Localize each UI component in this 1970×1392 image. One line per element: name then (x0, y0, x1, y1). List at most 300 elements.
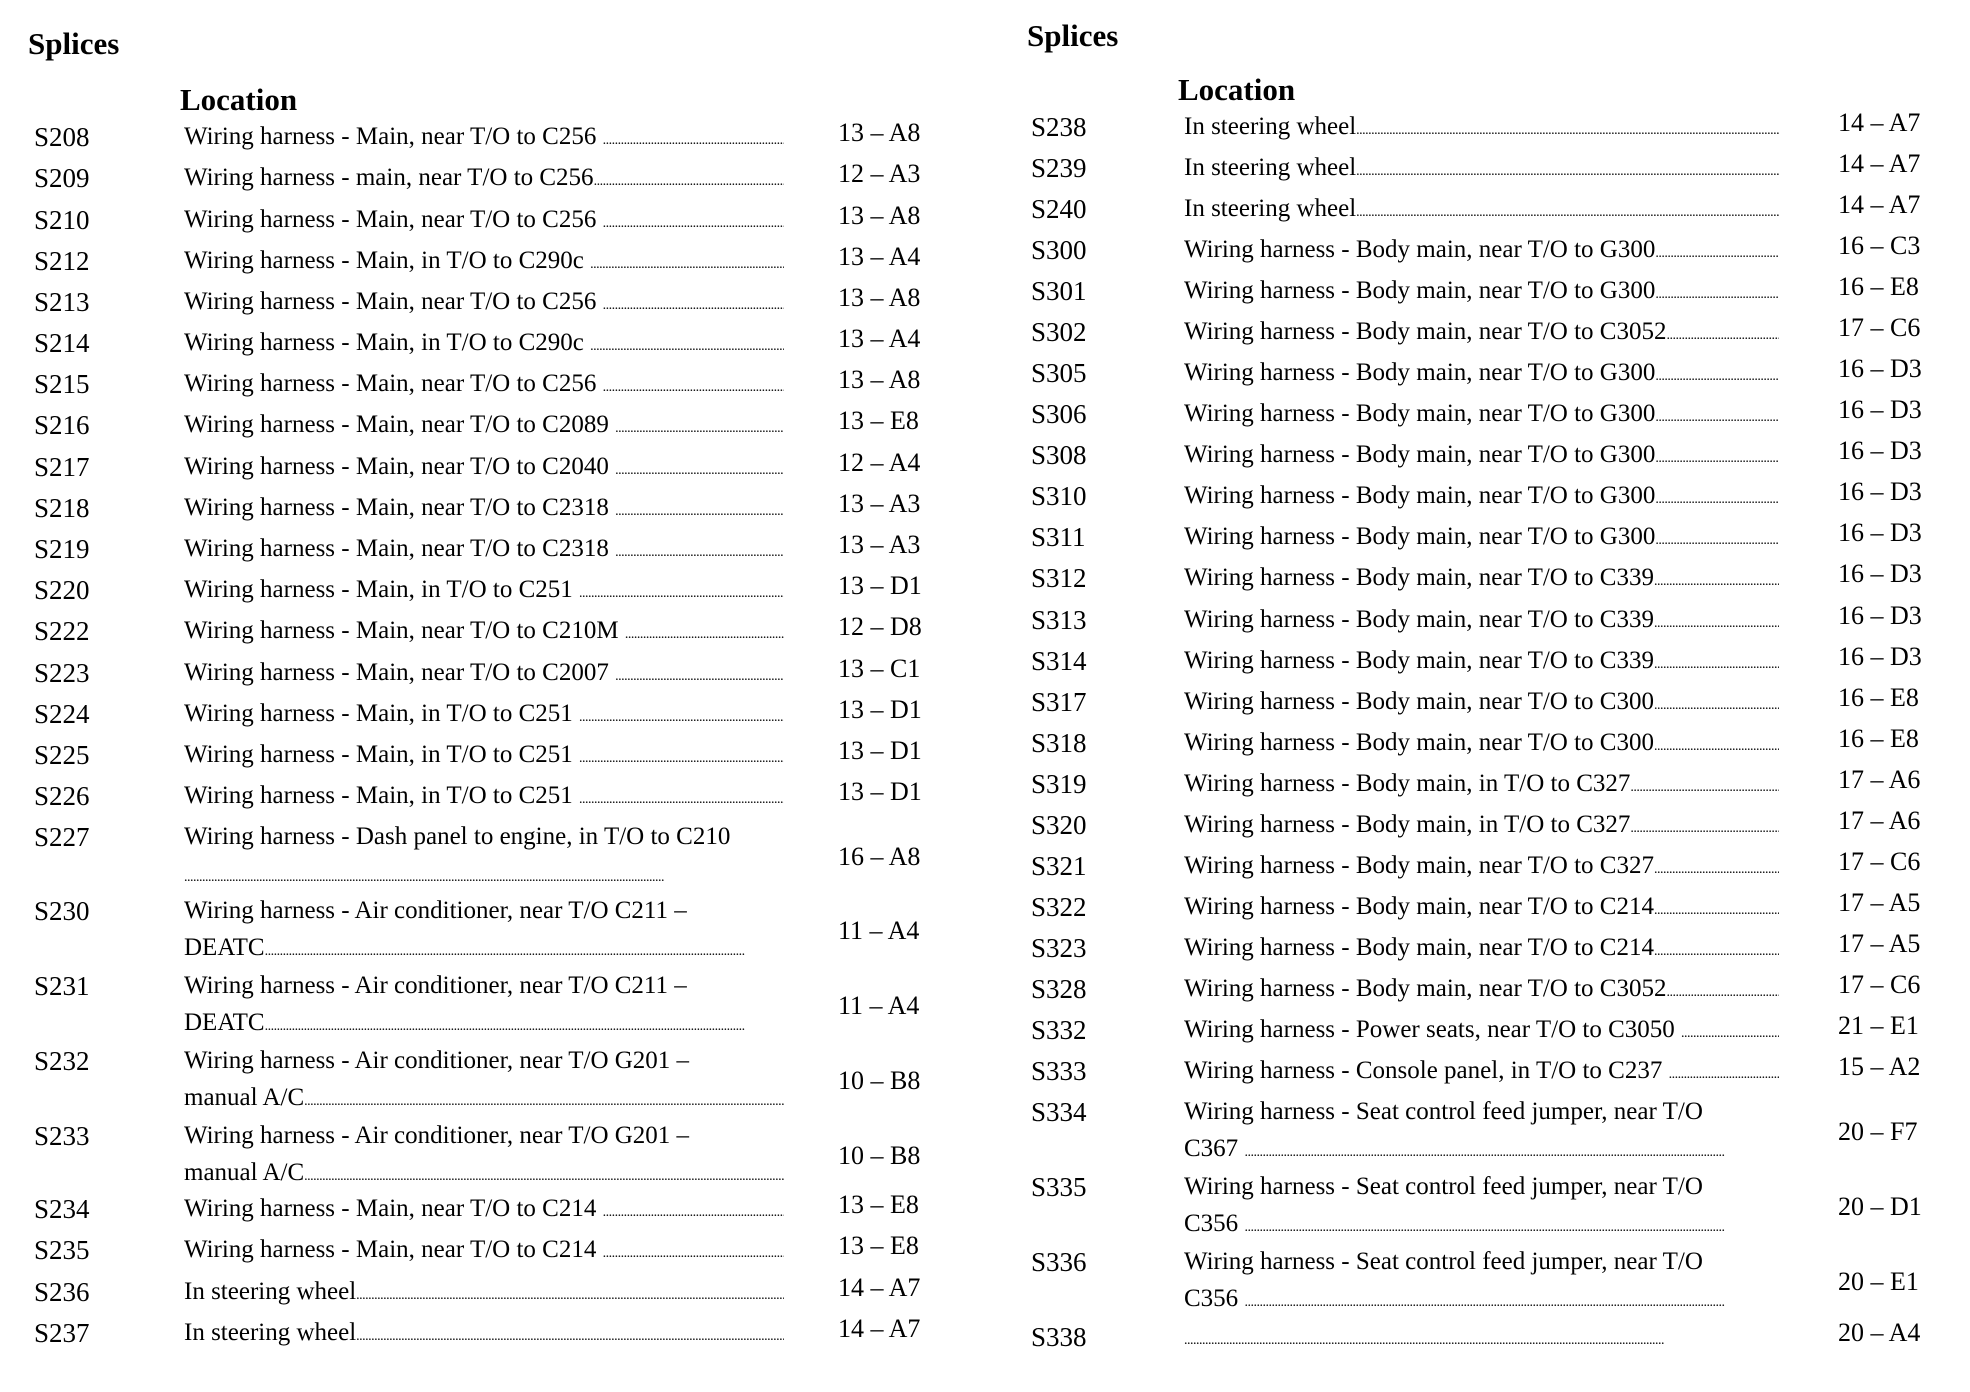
location-line (1184, 642, 1779, 679)
splice-location (1184, 231, 1779, 268)
splice-code: S319 (1031, 769, 1087, 799)
splice-code: S219 (34, 534, 90, 564)
location-text: Wiring harness - Seat control feed jumper, near T/O (1184, 1248, 1703, 1275)
location-text: Wiring harness - Main, near T/O to C2040 (184, 453, 616, 480)
dot-leader (1654, 642, 1779, 679)
location-text: Wiring harness - Main, in T/O to C251 (184, 700, 580, 727)
splice-code: S237 (34, 1318, 90, 1348)
location-line (1184, 806, 1779, 843)
dot-leader (1654, 724, 1779, 761)
location-text: Wiring harness - Power seats, near T/O to C3050 (1184, 1016, 1682, 1043)
location-text: Wiring harness - Main, near T/O to C256 (184, 370, 603, 397)
grid-reference: 15 – A2 (1838, 1052, 1921, 1081)
splice-location (1184, 1093, 1779, 1167)
location-text: Wiring harness - Air conditioner, near T/O G201 – (184, 1047, 690, 1074)
splice-code: S234 (34, 1194, 90, 1224)
splice-code: S225 (34, 740, 90, 770)
splice-location (1184, 1318, 1779, 1355)
location-text: Wiring harness - Body main, in T/O to C327 (1184, 770, 1631, 797)
grid-reference: 13 – A4 (838, 324, 921, 353)
splice-location (184, 695, 784, 732)
location-text: C356 (1184, 1285, 1245, 1312)
grid-reference: 16 – D3 (1838, 559, 1922, 588)
location-line (1184, 1205, 1779, 1242)
location-line (1184, 1280, 1779, 1317)
dot-leader (304, 1154, 784, 1191)
dot-leader (1630, 806, 1779, 843)
splice-code: S314 (1031, 646, 1087, 676)
location-line (1184, 1130, 1779, 1167)
location-heading: Location (1178, 72, 1296, 107)
splice-location (1184, 1243, 1779, 1317)
location-line (184, 571, 784, 608)
splice-code: S322 (1031, 892, 1087, 922)
grid-reference: 14 – A7 (1838, 108, 1921, 137)
location-text: Wiring harness - Body main, near T/O to G300 (1184, 523, 1656, 550)
splice-code: S240 (1031, 194, 1087, 224)
location-line (184, 201, 784, 238)
splice-location (184, 406, 784, 443)
splice-code: S328 (1031, 974, 1087, 1004)
splice-code: S338 (1031, 1322, 1087, 1352)
splice-location (1184, 806, 1779, 843)
dot-leader (1655, 477, 1779, 514)
dot-leader (1666, 970, 1779, 1007)
location-text: Wiring harness - Body main, in T/O to C327 (1184, 811, 1631, 838)
dot-leader (579, 695, 784, 732)
location-text: Wiring harness - Main, in T/O to C251 (184, 576, 580, 603)
location-line (184, 1117, 784, 1154)
location-line (184, 967, 784, 1004)
dot-leader (265, 929, 784, 966)
location-text: C367 (1184, 1135, 1245, 1162)
splice-location (1184, 724, 1779, 761)
location-line (1184, 724, 1779, 761)
grid-reference: 13 – A3 (838, 489, 921, 518)
splice-code: S210 (34, 205, 90, 235)
location-line (184, 612, 784, 649)
grid-reference: 20 – D1 (1838, 1192, 1922, 1221)
location-text: C356 (1184, 1210, 1245, 1237)
grid-reference: 13 – A4 (838, 242, 921, 271)
splice-location (184, 736, 784, 773)
location-text: Wiring harness - Body main, near T/O to C3052 (1184, 975, 1667, 1002)
splice-code: S300 (1031, 235, 1087, 265)
dot-leader (1655, 518, 1779, 555)
grid-reference: 17 – C6 (1838, 970, 1921, 999)
splice-code: S321 (1031, 851, 1087, 881)
dot-leader (615, 406, 784, 443)
location-text: Wiring harness - Main, in T/O to C290c (184, 247, 591, 274)
splice-code: S301 (1031, 276, 1087, 306)
location-line (1184, 929, 1779, 966)
location-line (184, 1004, 784, 1041)
splice-code: S212 (34, 246, 90, 276)
splice-code: S213 (34, 287, 90, 317)
location-line (184, 929, 784, 966)
dot-leader (1666, 313, 1779, 350)
splice-location (184, 1190, 784, 1227)
splice-location (1184, 108, 1779, 145)
location-text: In steering wheel (1184, 195, 1357, 222)
dot-leader (265, 1004, 784, 1041)
location-line (184, 777, 784, 814)
location-text: Wiring harness - Body main, near T/O to C300 (1184, 729, 1654, 756)
splice-location (1184, 765, 1779, 802)
grid-reference: 16 – D3 (1838, 518, 1922, 547)
dot-leader (1654, 601, 1779, 638)
dot-leader (590, 324, 784, 361)
splice-code: S320 (1031, 810, 1087, 840)
location-line (184, 892, 784, 929)
grid-reference: 13 – C1 (838, 654, 921, 683)
dot-leader (1630, 765, 1779, 802)
grid-reference: 13 – D1 (838, 777, 922, 806)
location-text: Wiring harness - Body main, near T/O to G300 (1184, 482, 1656, 509)
location-text: In steering wheel (1184, 113, 1357, 140)
location-line (184, 1042, 784, 1079)
location-text: Wiring harness - Main, in T/O to C251 (184, 782, 580, 809)
dot-leader (1356, 149, 1779, 186)
dot-leader (1655, 272, 1779, 309)
location-text: Wiring harness - Console panel, in T/O to C237 (1184, 1057, 1669, 1084)
splice-location (1184, 354, 1779, 391)
location-text: manual A/C (184, 1159, 305, 1186)
splice-code: S226 (34, 781, 90, 811)
splice-code: S215 (34, 369, 90, 399)
location-line (1184, 1052, 1779, 1089)
location-text: Wiring harness - Body main, near T/O to G300 (1184, 441, 1656, 468)
splice-code: S216 (34, 410, 90, 440)
splice-location (1184, 518, 1779, 555)
location-text: Wiring harness - Main, near T/O to C214 (184, 1236, 603, 1263)
grid-reference: 11 – A4 (838, 991, 920, 1020)
splice-code: S317 (1031, 687, 1087, 717)
section-title: Splices (28, 26, 120, 61)
location-line (1184, 190, 1779, 227)
grid-reference: 13 – D1 (838, 571, 922, 600)
location-line (1184, 888, 1779, 925)
grid-reference: 17 – A6 (1838, 765, 1921, 794)
grid-reference: 12 – A3 (838, 159, 921, 188)
splice-location (1184, 190, 1779, 227)
splice-location (1184, 1168, 1779, 1242)
splice-location (184, 967, 784, 1041)
location-text: Wiring harness - Seat control feed jumper, near T/O (1184, 1173, 1703, 1200)
location-line (1184, 149, 1779, 186)
location-text: Wiring harness - Main, near T/O to C2318 (184, 535, 616, 562)
splice-code: S318 (1031, 728, 1087, 758)
splice-location (184, 118, 784, 155)
grid-reference: 16 – E8 (1838, 724, 1919, 753)
location-line (184, 118, 784, 155)
dot-leader (1654, 888, 1779, 925)
splice-location (184, 448, 784, 485)
dot-leader (603, 1231, 784, 1268)
dot-leader (1655, 395, 1779, 432)
splice-location (184, 1273, 784, 1310)
grid-reference: 13 – A8 (838, 365, 921, 394)
grid-reference: 17 – A5 (1838, 929, 1921, 958)
splice-location (184, 654, 784, 691)
grid-reference: 16 – C3 (1838, 231, 1921, 260)
location-line (1184, 436, 1779, 473)
splice-code: S323 (1031, 933, 1087, 963)
location-text: Wiring harness - Body main, near T/O to C339 (1184, 647, 1654, 674)
grid-reference: 13 – A8 (838, 118, 921, 147)
splice-code: S310 (1031, 481, 1087, 511)
dot-leader (579, 571, 784, 608)
splice-code: S312 (1031, 563, 1087, 593)
splice-code: S222 (34, 616, 90, 646)
splice-location (184, 365, 784, 402)
splice-location (1184, 1052, 1779, 1089)
dot-leader (603, 1190, 784, 1227)
splice-code: S209 (34, 163, 90, 193)
dot-leader (603, 365, 784, 402)
location-line (184, 324, 784, 361)
splice-code: S332 (1031, 1015, 1087, 1045)
splice-code: S231 (34, 971, 90, 1001)
location-line (184, 159, 784, 196)
splice-code: S238 (1031, 112, 1087, 142)
splice-location (184, 1042, 784, 1116)
location-line (184, 1314, 784, 1351)
grid-reference: 13 – E8 (838, 406, 919, 435)
splice-code: S333 (1031, 1056, 1087, 1086)
grid-reference: 14 – A7 (838, 1314, 921, 1343)
dot-leader (1654, 559, 1779, 596)
location-line (184, 283, 784, 320)
dot-leader (304, 1079, 784, 1116)
splice-location (1184, 642, 1779, 679)
splice-location (184, 159, 784, 196)
dot-leader (579, 736, 784, 773)
location-text: Wiring harness - Body main, near T/O to G300 (1184, 277, 1656, 304)
splice-code: S236 (34, 1277, 90, 1307)
location-line (1184, 1168, 1779, 1205)
location-line (1184, 518, 1779, 555)
splice-code: S235 (34, 1235, 90, 1265)
location-line (1184, 477, 1779, 514)
location-line (1184, 395, 1779, 432)
location-text: DEATC (184, 934, 265, 961)
location-text: Wiring harness - Air conditioner, near T/O C211 – (184, 897, 687, 924)
grid-reference: 16 – D3 (1838, 601, 1922, 630)
splice-location (1184, 436, 1779, 473)
dot-leader (615, 654, 784, 691)
splice-location (184, 777, 784, 814)
splice-code: S335 (1031, 1172, 1087, 1202)
grid-reference: 13 – D1 (838, 695, 922, 724)
dot-leader (184, 855, 784, 892)
grid-reference: 16 – D3 (1838, 642, 1922, 671)
splice-code: S223 (34, 658, 90, 688)
grid-reference: 13 – E8 (838, 1231, 919, 1260)
splice-location (1184, 272, 1779, 309)
splice-location (1184, 395, 1779, 432)
dot-leader (615, 448, 784, 485)
splice-code: S208 (34, 122, 90, 152)
dot-leader (1655, 231, 1779, 268)
location-line (184, 489, 784, 526)
splice-location (184, 612, 784, 649)
location-text: Wiring harness - Body main, near T/O to C339 (1184, 564, 1654, 591)
location-text: DEATC (184, 1009, 265, 1036)
splice-code: S232 (34, 1046, 90, 1076)
splice-code: S224 (34, 699, 90, 729)
location-line (1184, 559, 1779, 596)
grid-reference: 20 – A4 (1838, 1318, 1921, 1347)
splice-code: S334 (1031, 1097, 1087, 1127)
location-line (1184, 1243, 1779, 1280)
grid-reference: 17 – C6 (1838, 847, 1921, 876)
location-line (184, 736, 784, 773)
splice-code: S227 (34, 822, 90, 852)
dot-leader (615, 489, 784, 526)
splice-location (184, 1231, 784, 1268)
location-text: Wiring harness - Main, near T/O to C256 (184, 288, 603, 315)
location-text: Wiring harness - main, near T/O to C256 (184, 164, 594, 191)
location-text: Wiring harness - Main, near T/O to C214 (184, 1195, 603, 1222)
splice-location (1184, 149, 1779, 186)
dot-leader (603, 118, 784, 155)
location-text: Wiring harness - Body main, near T/O to C214 (1184, 893, 1654, 920)
location-line (1184, 108, 1779, 145)
location-line (1184, 272, 1779, 309)
grid-reference: 16 – A8 (838, 842, 921, 871)
dot-leader (1244, 1280, 1779, 1317)
location-text: Wiring harness - Body main, near T/O to C327 (1184, 852, 1654, 879)
splice-location (1184, 1011, 1779, 1048)
dot-leader (590, 242, 784, 279)
grid-reference: 14 – A7 (838, 1273, 921, 1302)
location-line (184, 365, 784, 402)
grid-reference: 16 – E8 (1838, 272, 1919, 301)
location-line (184, 530, 784, 567)
location-text: Wiring harness - Body main, near T/O to C339 (1184, 606, 1654, 633)
location-line (184, 855, 784, 892)
location-line (1184, 1318, 1779, 1355)
location-text: Wiring harness - Body main, near T/O to C3052 (1184, 318, 1667, 345)
splice-location (184, 818, 784, 892)
location-line (184, 1079, 784, 1116)
section-title: Splices (1027, 18, 1119, 53)
grid-reference: 16 – D3 (1838, 395, 1922, 424)
location-text: Wiring harness - Main, near T/O to C210M (184, 617, 625, 644)
location-text: Wiring harness - Main, near T/O to C2007 (184, 659, 616, 686)
splice-code: S302 (1031, 317, 1087, 347)
dot-leader (594, 159, 784, 196)
location-text: Wiring harness - Body main, near T/O to C214 (1184, 934, 1654, 961)
grid-reference: 16 – D3 (1838, 354, 1922, 383)
splice-location (184, 530, 784, 567)
dot-leader (1244, 1130, 1779, 1167)
grid-reference: 16 – E8 (1838, 683, 1919, 712)
location-line (1184, 765, 1779, 802)
dot-leader (356, 1273, 784, 1310)
location-text: Wiring harness - Main, in T/O to C251 (184, 741, 580, 768)
splice-location (184, 1314, 784, 1351)
location-text: Wiring harness - Main, near T/O to C256 (184, 206, 603, 233)
dot-leader (1681, 1011, 1779, 1048)
location-text: Wiring harness - Main, in T/O to C290c (184, 329, 591, 356)
location-text: Wiring harness - Main, near T/O to C2089 (184, 411, 616, 438)
splice-code: S217 (34, 452, 90, 482)
splice-location (1184, 847, 1779, 884)
grid-reference: 20 – F7 (1838, 1117, 1918, 1146)
dot-leader (356, 1314, 784, 1351)
grid-reference: 12 – D8 (838, 612, 922, 641)
splice-code: S311 (1031, 522, 1086, 552)
location-text: In steering wheel (1184, 154, 1357, 181)
splice-location (184, 1117, 784, 1191)
splice-code: S336 (1031, 1247, 1087, 1277)
location-text: Wiring harness - Dash panel to engine, in T/O to C210 (184, 823, 731, 850)
splice-location (184, 571, 784, 608)
dot-leader (1654, 847, 1779, 884)
dot-leader (1654, 929, 1779, 966)
splice-location (184, 242, 784, 279)
location-line (184, 242, 784, 279)
location-line (1184, 970, 1779, 1007)
dot-leader (615, 530, 784, 567)
grid-reference: 21 – E1 (1838, 1011, 1919, 1040)
splice-location (184, 489, 784, 526)
dot-leader (579, 777, 784, 814)
grid-reference: 13 – A3 (838, 530, 921, 559)
location-line (184, 695, 784, 732)
grid-reference: 13 – A8 (838, 283, 921, 312)
splice-location (1184, 559, 1779, 596)
location-line (184, 1154, 784, 1191)
location-line (1184, 847, 1779, 884)
location-line (1184, 354, 1779, 391)
location-text: In steering wheel (184, 1278, 357, 1305)
splice-code: S220 (34, 575, 90, 605)
location-text: Wiring harness - Air conditioner, near T/O C211 – (184, 972, 687, 999)
grid-reference: 17 – A6 (1838, 806, 1921, 835)
grid-reference: 16 – D3 (1838, 436, 1922, 465)
dot-leader (1356, 108, 1779, 145)
location-line (184, 406, 784, 443)
location-text: Wiring harness - Body main, near T/O to G300 (1184, 400, 1656, 427)
location-line (1184, 601, 1779, 638)
splice-code: S305 (1031, 358, 1087, 388)
splice-code: S218 (34, 493, 90, 523)
dot-leader (1669, 1052, 1779, 1089)
grid-reference: 17 – C6 (1838, 313, 1921, 342)
location-heading: Location (180, 82, 298, 117)
location-text: Wiring harness - Main, near T/O to C256 (184, 123, 603, 150)
grid-reference: 13 – D1 (838, 736, 922, 765)
dot-leader (603, 201, 784, 238)
location-line (184, 448, 784, 485)
splice-code: S306 (1031, 399, 1087, 429)
splice-code: S233 (34, 1121, 90, 1151)
location-line (184, 1273, 784, 1310)
grid-reference: 14 – A7 (1838, 149, 1921, 178)
location-line (1184, 1011, 1779, 1048)
dot-leader (1244, 1205, 1779, 1242)
right-column (985, 0, 1970, 1392)
location-line (1184, 683, 1779, 720)
splice-code: S313 (1031, 605, 1087, 635)
grid-reference: 13 – A8 (838, 201, 921, 230)
splice-location (1184, 601, 1779, 638)
dot-leader (625, 612, 784, 649)
grid-reference: 16 – D3 (1838, 477, 1922, 506)
